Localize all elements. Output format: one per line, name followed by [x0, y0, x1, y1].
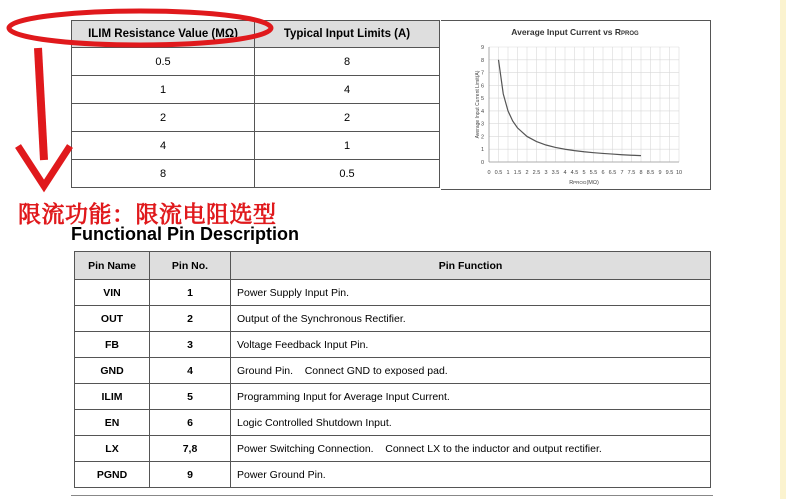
- pin-number-cell: 2: [150, 306, 231, 332]
- pin-table-header-row: [75, 252, 711, 280]
- x-tick-label: 7: [620, 170, 624, 176]
- x-tick-label: 9.5: [665, 170, 674, 176]
- y-tick-label: 9: [480, 45, 484, 51]
- chart-title: Average Input Current vs RPROG: [511, 27, 639, 37]
- y-tick-label: 3: [480, 121, 484, 128]
- x-tick-label: 0.5: [494, 170, 503, 176]
- pin-number-cell: 1: [150, 280, 231, 306]
- x-tick-label: 7.5: [627, 170, 636, 176]
- pin-function-cell: Power Supply Input Pin.: [231, 280, 711, 306]
- ilim-resistance-cell: 8: [72, 160, 255, 188]
- x-tick-label: 1: [506, 170, 510, 176]
- pin-name-cell: GND: [75, 358, 150, 384]
- bottom-rule: [71, 495, 713, 496]
- ilim-header-limit: Typical Input Limits (A): [255, 21, 440, 48]
- pin-number-cell: 5: [150, 384, 231, 410]
- x-tick-label: 0: [487, 170, 491, 176]
- table-row: [75, 358, 711, 384]
- pin-function-cell: Logic Controlled Shutdown Input.: [231, 410, 711, 436]
- x-tick-label: 1.5: [513, 170, 522, 176]
- y-tick-label: 7: [480, 70, 484, 77]
- pin-function-cell: Power Ground Pin.: [231, 462, 711, 488]
- x-tick-label: 4: [563, 170, 567, 176]
- pin-header-number: Pin No.: [150, 252, 231, 280]
- y-tick-label: 5: [480, 96, 484, 103]
- pin-number-cell: 4: [150, 358, 231, 384]
- y-tick-label: 8: [480, 57, 484, 64]
- table-row: [75, 332, 711, 358]
- pin-function-cell: Power Switching Connection. Connect LX to the inductor and output rectifier.: [231, 436, 711, 462]
- x-tick-label: 8.5: [646, 170, 655, 176]
- ilim-limit-cell: 1: [255, 132, 440, 160]
- annotation-arrow-shaft: [38, 48, 44, 160]
- pin-name-cell: ILIM: [75, 384, 150, 410]
- x-tick-label: 5: [582, 170, 586, 176]
- table-row: [75, 462, 711, 488]
- x-tick-label: 3.5: [551, 170, 560, 176]
- pin-function-cell: Ground Pin. Connect GND to exposed pad.: [231, 358, 711, 384]
- ilim-limit-cell: 2: [255, 104, 440, 132]
- y-tick-label: 2: [480, 134, 484, 141]
- section-title: Functional Pin Description: [71, 224, 300, 244]
- x-tick-label: 10: [675, 170, 683, 176]
- y-tick-label: 1: [480, 147, 484, 154]
- pin-header-name: Pin Name: [75, 252, 150, 280]
- pin-name-cell: FB: [75, 332, 150, 358]
- table-row: [75, 384, 711, 410]
- pin-number-cell: 3: [150, 332, 231, 358]
- x-tick-label: 6.5: [608, 170, 617, 176]
- ilim-limit-cell: 0.5: [255, 160, 440, 188]
- pin-number-cell: 9: [150, 462, 231, 488]
- ilim-limit-cell: 8: [255, 48, 440, 76]
- table-row: [75, 280, 711, 306]
- y-tick-label: 4: [480, 108, 484, 115]
- y-axis-label: Average Input Current Limit(A): [475, 70, 481, 139]
- pin-name-cell: EN: [75, 410, 150, 436]
- ilim-resistance-cell: 4: [72, 132, 255, 160]
- annotation-ellipse: [9, 11, 271, 45]
- y-tick-label: 6: [480, 83, 484, 90]
- pin-function-cell: Voltage Feedback Input Pin.: [231, 332, 711, 358]
- x-tick-label: 2.5: [532, 170, 541, 176]
- ilim-limit-cell: 4: [255, 76, 440, 104]
- table-row: [75, 436, 711, 462]
- pin-name-cell: OUT: [75, 306, 150, 332]
- pin-description-table: [74, 251, 711, 488]
- pin-name-cell: PGND: [75, 462, 150, 488]
- pin-number-cell: 6: [150, 410, 231, 436]
- ilim-resistance-cell: 0.5: [72, 48, 255, 76]
- x-tick-label: 2: [525, 170, 529, 176]
- pin-number-cell: 7,8: [150, 436, 231, 462]
- table-row: [75, 306, 711, 332]
- ilim-resistance-cell: 1: [72, 76, 255, 104]
- ilim-resistance-cell: 2: [72, 104, 255, 132]
- ilim-header-resistance: ILIM Resistance Value (MΩ): [72, 21, 255, 48]
- x-tick-label: 3: [544, 170, 548, 176]
- x-tick-label: 4.5: [570, 170, 579, 176]
- pin-name-cell: LX: [75, 436, 150, 462]
- x-tick-label: 8: [639, 170, 643, 176]
- x-tick-label: 9: [658, 170, 662, 176]
- table-row: [75, 410, 711, 436]
- pin-function-cell: Output of the Synchronous Rectifier.: [231, 306, 711, 332]
- y-tick-label: 0: [480, 160, 484, 166]
- annotation-text: 限流功能：限流电阻选型: [18, 202, 277, 228]
- pin-function-cell: Programming Input for Average Input Current.: [231, 384, 711, 410]
- x-axis-label: RPROG(MΩ): [569, 180, 599, 186]
- pin-name-cell: VIN: [75, 280, 150, 306]
- x-tick-label: 5.5: [589, 170, 598, 176]
- pin-header-function: Pin Function: [231, 252, 711, 280]
- x-tick-label: 6: [601, 170, 605, 176]
